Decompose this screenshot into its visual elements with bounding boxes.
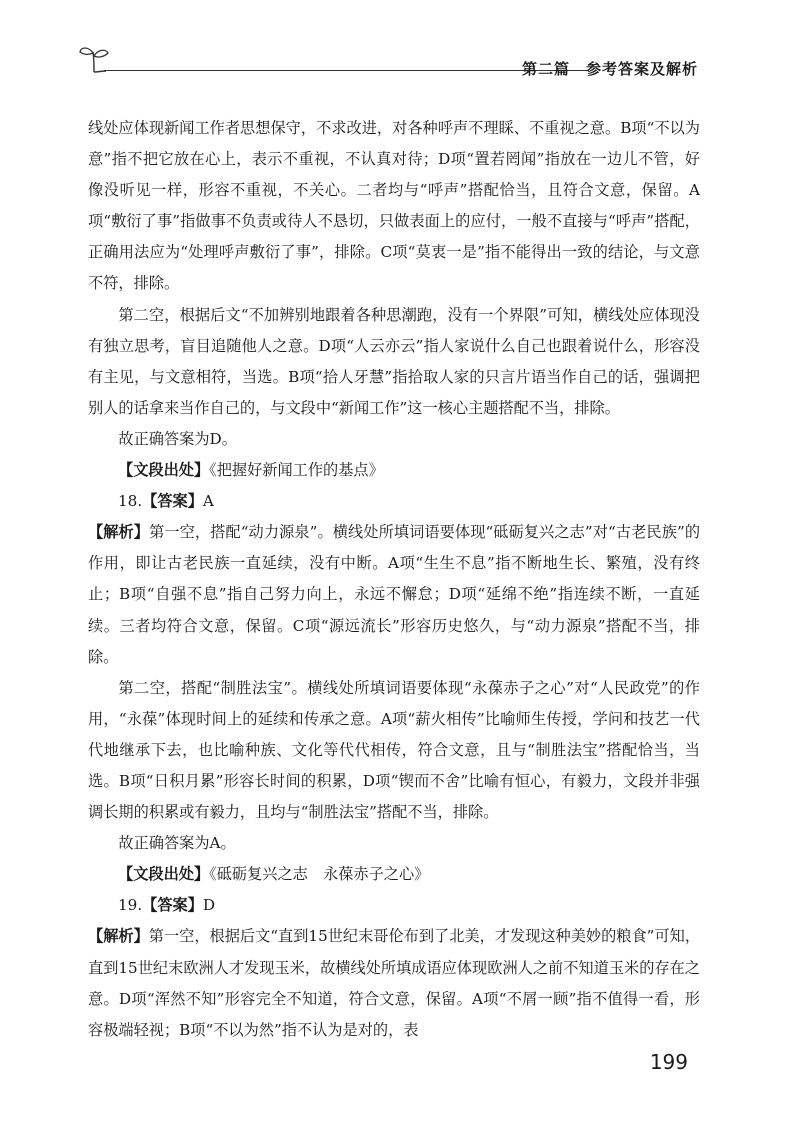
question-19-answer bbox=[88, 890, 700, 921]
answer-value: A bbox=[202, 492, 214, 511]
question-18-answer bbox=[88, 486, 700, 517]
answer-line-18: 故正确答案为A。 bbox=[118, 834, 236, 853]
source-line-17 bbox=[88, 455, 700, 486]
answer-value: D bbox=[202, 896, 216, 915]
page-body bbox=[88, 113, 700, 1046]
question-18-analysis bbox=[88, 517, 700, 672]
paragraph-1: 线处应体现新闻工作者思想保守，不求改进，对各种呼声不理睬、不重视之意。B项“不以为意”指不把它放在心上，表示不重视，不认真对待；D项“置若罔闻”指放在一边儿不管，好像没听见一样，形容不重视，不关心。二者均与“呼声”搭配恰当，且符合文意，保留。A项“敷衍了事”指做事不负责或待人不恳切，只做表面上的应付，一般不直接与“呼声”搭配，正确用法应为“处理呼声敷衍了事”，排除。C项“莫衷一是”指不能得出一致的结论，与文意不符，排除。 bbox=[88, 119, 700, 293]
source-line-18 bbox=[88, 859, 700, 890]
source-title: 《砥砺复兴之志 永葆赤子之心》 bbox=[209, 865, 430, 884]
analysis-text: 第一空，根据后文“直到15世纪末哥伦布到了北美，才发现这种美妙的粮食”可知，直到15世纪末欧洲人才发现玉米，故横线处所填成语应体现欧洲人之前不知道玉米的存在之意。D项“浑然不知”形容完全不知道，符合文意，保留。A项“不屑一顾”指不值得一看，形容极端轻视；B项“不以为然”指不认为是对的，表 bbox=[88, 927, 701, 1039]
sprout-icon bbox=[78, 44, 112, 76]
question-number: 18. bbox=[118, 492, 143, 511]
paragraph-4: 第二空，搭配“制胜法宝”。横线处所填词语要体现“永葆赤子之心”对“人民政党”的作用，“永葆”体现时间上的延续和传承之意。A项“薪火相传”比喻师生传授，学问和技艺一代代地继承下去，也比喻种族、文化等代代相传，符合文意，且与“制胜法宝”搭配恰当，当选。B项“日积月累”形容长时间的积累，D项“锲而不舍”比喻有恒心，有毅力，文段并非强调长期的积累或有毅力，且均与“制胜法宝”搭配不当，排除。 bbox=[88, 678, 700, 822]
page-header bbox=[78, 44, 698, 84]
analysis-label: 【解析】 bbox=[88, 927, 149, 946]
answer-line-17: 故正确答案为D。 bbox=[118, 429, 237, 448]
analysis-text: 第一空，搭配“动力源泉”。横线处所填词语要体现“砥砺复兴之志”对“古老民族”的作用，即让古老民族一直延续，没有中断。A项“生生不息”指不断地生长、繁殖，没有终止；B项“自强不息”指自己努力向上，永远不懈怠；D项“延绵不绝”指连续不断，一直延续。三者均符合文意，保留。C项“源远流长”形容历史悠久，与“动力源泉”搭配不当，排除。 bbox=[88, 523, 701, 666]
header-rule bbox=[104, 70, 589, 71]
source-title: 《把握好新闻工作的基点》 bbox=[209, 461, 384, 480]
source-label: 【文段出处】 bbox=[118, 461, 210, 480]
answer-label: 【答案】 bbox=[142, 896, 203, 915]
analysis-label: 【解析】 bbox=[88, 523, 150, 542]
source-label: 【文段出处】 bbox=[118, 865, 210, 884]
answer-label: 【答案】 bbox=[142, 492, 203, 511]
paragraph-2: 第二空，根据后文“不加辨别地跟着各种思潮跑，没有一个界限”可知，横线处应体现没有独立思考，盲目追随他人之意。D项“人云亦云”指人家说什么自己也跟着说什么，形容没有主见，与文意相符，当选。B项“拾人牙慧”指拾取人家的只言片语当作自己的话，强调把别人的话拿来当作自己的，与文段中“新闻工作”这一核心主题搭配不当，排除。 bbox=[88, 305, 700, 417]
page-number: 199 bbox=[649, 1050, 688, 1074]
question-number: 19. bbox=[118, 896, 143, 915]
question-19-analysis bbox=[88, 921, 700, 1045]
section-title: 第二篇 参考答案及解析 bbox=[521, 60, 698, 78]
